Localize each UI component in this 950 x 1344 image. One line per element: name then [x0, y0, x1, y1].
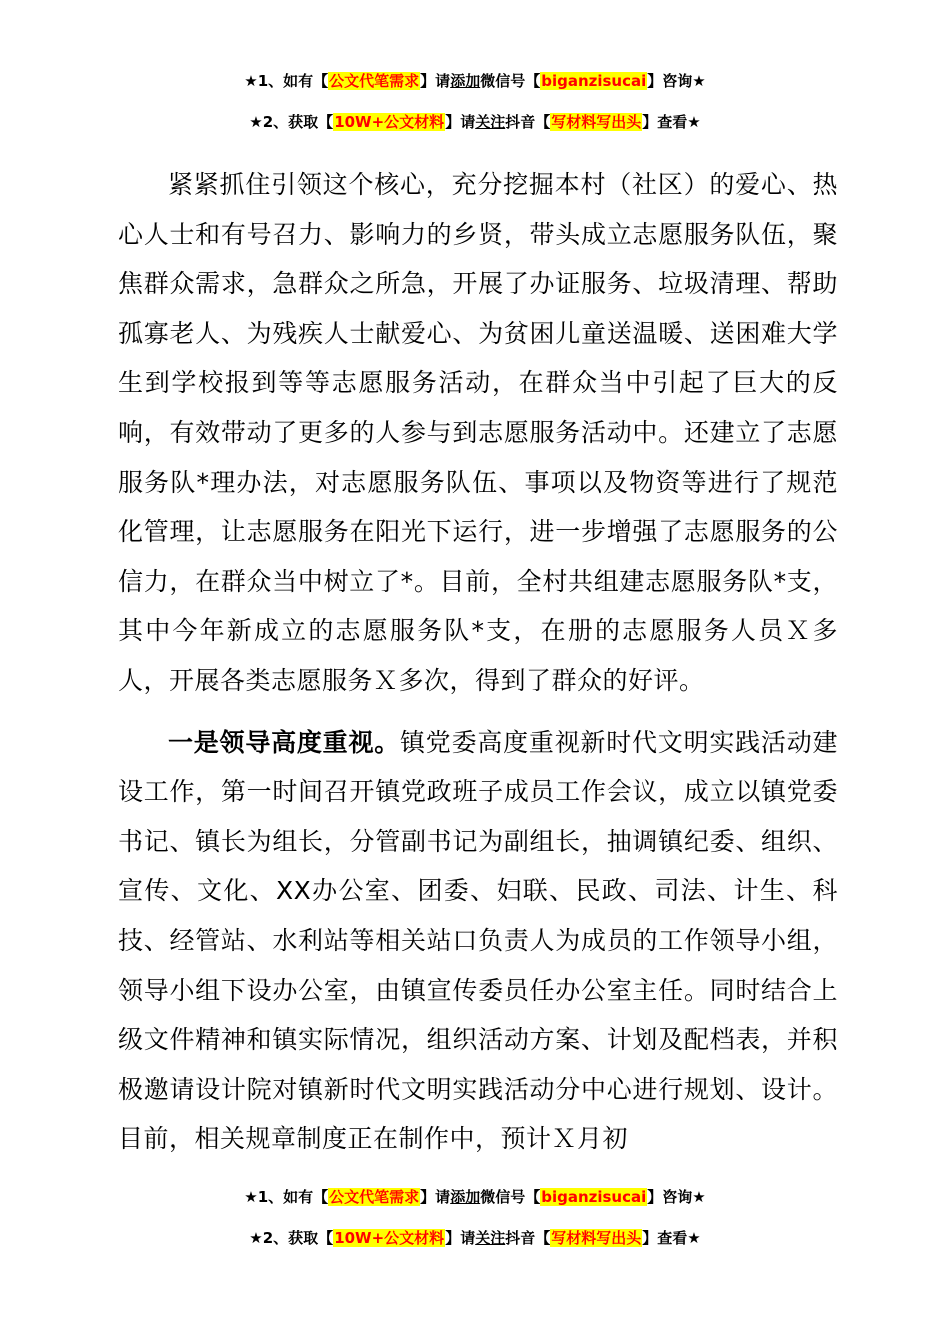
- ad-suffix: 】咨询★: [647, 1188, 706, 1206]
- paragraph-lead-heading: 一是领导高度重视。: [168, 727, 401, 757]
- footer-ad-line-1: [0, 1187, 950, 1207]
- ad-highlight-materials: 10W+公文材料: [334, 113, 445, 131]
- ad-underlined-text: 关注: [475, 1229, 506, 1247]
- ad-suffix: 】查看★: [642, 113, 701, 131]
- footer-ad-line-2: [0, 1228, 950, 1248]
- ad-underlined-text: 关注: [475, 113, 506, 131]
- body-paragraph-leadership: [118, 718, 838, 1164]
- ad-highlight-service: 公文代笔需求: [329, 1188, 420, 1206]
- ad-mid-text: 】请: [445, 113, 476, 131]
- ad-mid-text: 】请: [445, 1229, 476, 1247]
- document-body: [118, 160, 838, 1164]
- ad-mid-text: 抖音【: [505, 113, 551, 131]
- ad-mid-text: 】请: [420, 1188, 451, 1206]
- ad-suffix: 】查看★: [642, 1229, 701, 1247]
- header-ad-line-2: [0, 112, 950, 132]
- body-paragraph-volunteer-service: 紧紧抓住引领这个核心，充分挖掘本村（社区）的爱心、热心人士和有号召力、影响力的乡贤，带头成立志愿服务队伍，聚焦群众需求，急群众之所急，开展了办证服务、垃圾清理、帮助孤寡老人、为残疾人士献爱心、为贫困儿童送温暖、送困难大学生到学校报到等等志愿服务活动，在群众当中引起了巨大的反响，有效带动了更多的人参与到志愿服务活动中。还建立了志愿服务队*理办法，对志愿服务队伍、事项以及物资等进行了规范化管理，让志愿服务在阳光下运行，进一步增强了志愿服务的公信力，在群众当中树立了*。目前，全村共组建志愿服务队*支，其中今年新成立的志愿服务队*支，在册的志愿服务人员Ｘ多人，开展各类志愿服务Ｘ多次，得到了群众的好评。: [118, 170, 838, 695]
- ad-prefix: ★1、如有【: [244, 1188, 329, 1206]
- ad-underlined-text: 添加: [450, 1188, 481, 1206]
- ad-suffix: 】咨询★: [647, 72, 706, 90]
- ad-highlight-materials: 10W+公文材料: [334, 1229, 445, 1247]
- ad-prefix: ★2、获取【: [249, 113, 334, 131]
- ad-mid-text: 抖音【: [505, 1229, 551, 1247]
- ad-prefix: ★1、如有【: [244, 72, 329, 90]
- paragraph-body-text: 镇党委高度重视新时代文明实践活动建设工作，第一时间召开镇党政班子成员工作会议，成立以镇党委书记、镇长为组长，分管副书记为副组长，抽调镇纪委、组织、宣传、文化、XX办公室、团委、妇联、民政、司法、计生、科技、经管站、水利站等相关站口负责人为成员的工作领导小组，领导小组下设办公室，由镇宣传委员任办公室主任。同时结合上级文件精神和镇实际情况，组织活动方案、计划及配档表，并积极邀请设计院对镇新时代文明实践活动分中心进行规划、设计。目前，相关规章制度正在制作中，预计Ｘ月初: [118, 727, 838, 1154]
- ad-highlight-wechat-id: biganzisucai: [541, 1188, 647, 1206]
- ad-highlight-service: 公文代笔需求: [329, 72, 420, 90]
- ad-mid-text: 微信号【: [480, 72, 541, 90]
- ad-highlight-douyin-id: 写材料写出头: [551, 113, 642, 131]
- ad-mid-text: 】请: [420, 72, 451, 90]
- ad-highlight-wechat-id: biganzisucai: [541, 72, 647, 90]
- ad-prefix: ★2、获取【: [249, 1229, 334, 1247]
- ad-highlight-douyin-id: 写材料写出头: [551, 1229, 642, 1247]
- ad-underlined-text: 添加: [450, 72, 481, 90]
- header-ad-line-1: [0, 71, 950, 91]
- ad-mid-text: 微信号【: [480, 1188, 541, 1206]
